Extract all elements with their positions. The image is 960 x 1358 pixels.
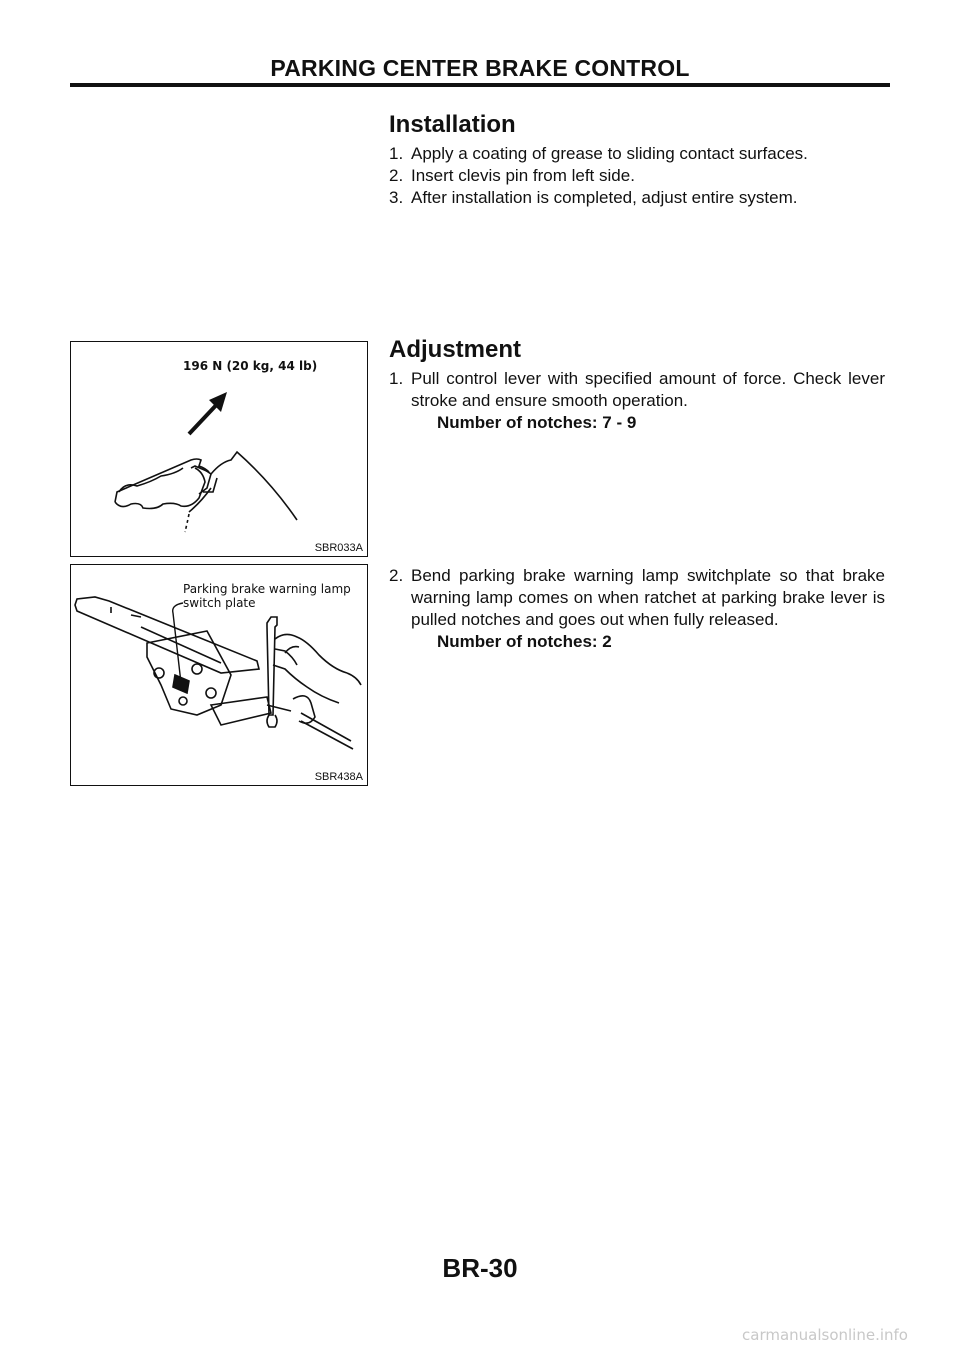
lever-assembly-icon: [75, 597, 353, 749]
installation-step: [389, 187, 885, 209]
figure-switch-plate: [70, 564, 368, 786]
wrench-icon: [267, 617, 277, 727]
installation-step: [389, 143, 885, 165]
lever-pull-illustration: [71, 342, 367, 556]
installation-steps: [389, 143, 885, 209]
step-number: 2.: [389, 166, 404, 185]
pull-arrow-icon: [189, 392, 227, 434]
watermark: carmanualsonline.info: [742, 1326, 908, 1344]
step-text: After installation is completed, adjust entire system.: [411, 188, 798, 207]
page-header-title: PARKING CENTER BRAKE CONTROL: [270, 55, 690, 81]
hand-icon: [273, 634, 361, 703]
step-text: Insert clevis pin from left side.: [411, 166, 635, 185]
page-number: BR-30: [442, 1253, 518, 1283]
adjustment-step: [389, 368, 885, 412]
step-number: 2.: [389, 566, 404, 585]
installation-heading: Installation: [389, 111, 516, 138]
spec-notches: Number of notches: 2: [437, 632, 612, 651]
figure-code: SBR033A: [314, 542, 363, 554]
step-text: Bend parking brake warning lamp switchplate so that brake warning lamp comes on when ratchet at parking brake lever is pulled notches and goes out when fully released.: [411, 566, 885, 629]
spec-notches: Number of notches: 7 - 9: [437, 413, 637, 432]
adjustment-step-1: [389, 368, 885, 434]
step-text: Pull control lever with specified amount of force. Check lever stroke and ensure smooth operation.: [411, 369, 885, 410]
step-text: Apply a coating of grease to sliding contact surfaces.: [411, 144, 808, 163]
lever-grip-icon: [115, 459, 217, 509]
figure-lever-pull: [70, 341, 368, 557]
force-label: 196 N (20 kg, 44 lb): [183, 359, 318, 373]
figure-code: SBR438A: [314, 771, 363, 783]
switch-plate-label-line1: Parking brake warning lamp: [183, 582, 351, 596]
switch-plate-illustration: [71, 565, 367, 785]
adjustment-heading: Adjustment: [389, 336, 521, 363]
installation-step: [389, 165, 885, 187]
step-number: 1.: [389, 144, 404, 163]
header-rule: [70, 83, 890, 87]
adjustment-step: [389, 565, 885, 631]
adjustment-step-2: [389, 565, 885, 653]
step-number: 3.: [389, 188, 404, 207]
switch-plate-label-line2: switch plate: [183, 596, 256, 610]
step-number: 1.: [389, 369, 404, 388]
